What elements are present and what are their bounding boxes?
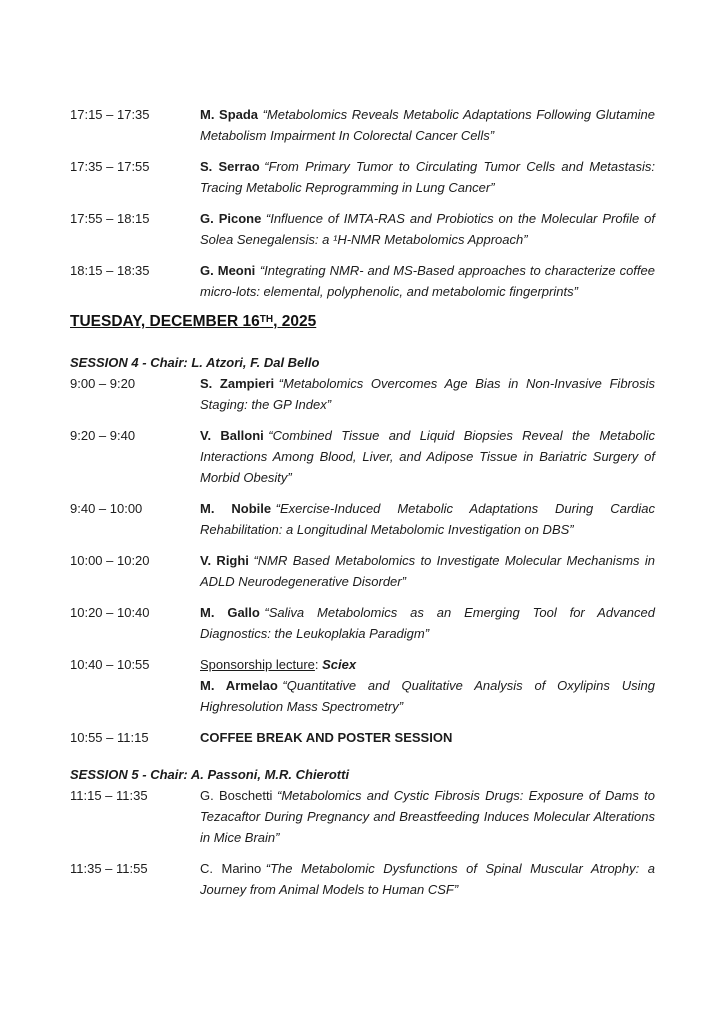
- talk-entry: [200, 373, 655, 415]
- talk-title: “Saliva Metabolomics as an Emerging Tool for Advanced Diagnostics: the Leukoplakia Paradigm”: [200, 605, 655, 641]
- talk-entry: [200, 208, 655, 250]
- talk-title: “Integrating NMR- and MS-Based approaches to characterize coffee micro-lots: elemental, polyphenolic, and metabolomic fingerprints”: [200, 263, 655, 299]
- schedule-row: [70, 208, 655, 250]
- talk-title: “Quantitative and Qualitative Analysis of Oxylipins Using Highresolution Mass Spectrometry”: [200, 678, 655, 714]
- sponsorship-separator: :: [314, 657, 323, 672]
- talk-title: “From Primary Tumor to Circulating Tumor Cells and Metastasis: Tracing Metabolic Reprogramming in Lung Cancer”: [200, 159, 655, 195]
- speaker-name: V. Balloni: [200, 428, 264, 443]
- talk-entry: [200, 260, 655, 302]
- time-slot: 17:55 – 18:15: [70, 211, 150, 226]
- speaker-name: V. Righi: [200, 553, 249, 568]
- talk-entry: [200, 785, 655, 848]
- talk-title: “The Metabolomic Dysfunctions of Spinal Muscular Atrophy: a Journey from Animal Models to Human CSF”: [200, 861, 655, 897]
- speaker-name: G. Picone: [200, 211, 262, 226]
- time-slot: 10:55 – 11:15: [70, 730, 149, 745]
- time-slot: 9:40 – 10:00: [70, 501, 143, 516]
- schedule-row: [70, 785, 655, 848]
- schedule-row: [70, 156, 655, 198]
- time-slot: 11:35 – 11:55: [70, 861, 148, 876]
- time-slot: 17:35 – 17:55: [70, 159, 150, 174]
- time-slot: 17:15 – 17:35: [70, 107, 150, 122]
- monday-late-session: [70, 104, 655, 302]
- day-heading-main: TUESDAY, DECEMBER 16: [70, 313, 260, 330]
- day-heading-year: , 2025: [273, 313, 317, 330]
- time-slot: 18:15 – 18:35: [70, 263, 150, 278]
- speaker-name: M. Armelao: [200, 678, 278, 693]
- talk-title: “Metabolomics Reveals Metabolic Adaptations Following Glutamine Metabolism Impairment In Colorectal Cancer Cells”: [200, 107, 655, 143]
- sponsorship-label: Sponsorship lecture: [200, 657, 315, 672]
- talk-title: “Combined Tissue and Liquid Biopsies Reveal the Metabolic Interactions Among Blood, Liver, and Adipose Tissue in Bariatric Surgery of Morbid Obesity”: [200, 428, 655, 485]
- talk-title: “Exercise-Induced Metabolic Adaptations During Cardiac Rehabilitation: a Longitudinal Metabolomic Investigation on DBS”: [200, 501, 656, 537]
- talk-entry: [200, 425, 655, 488]
- schedule-row: [70, 260, 655, 302]
- time-slot: 10:00 – 10:20: [70, 553, 150, 568]
- talk-entry: [200, 498, 655, 540]
- talk-entry: [200, 602, 655, 644]
- time-slot: 9:00 – 9:20: [70, 376, 136, 391]
- speaker-name: G. Boschetti: [200, 788, 273, 803]
- schedule-row: [70, 602, 655, 644]
- session-4-header: SESSION 4 - Chair: L. Atzori, F. Dal Bello: [70, 355, 320, 370]
- coffee-break-label: COFFEE BREAK AND POSTER SESSION: [200, 730, 453, 745]
- talk-entry: [200, 104, 655, 146]
- speaker-name: M. Nobile: [200, 501, 272, 516]
- session-4: [70, 352, 655, 748]
- time-slot: 10:40 – 10:55: [70, 657, 150, 672]
- day-heading-ordinal: TH: [259, 313, 274, 325]
- day-heading: [70, 312, 655, 332]
- speaker-name: S. Serrao: [200, 159, 260, 174]
- schedule-row: [70, 425, 655, 488]
- talk-title: “Influence of IMTA-RAS and Probiotics on the Molecular Profile of Solea Senegalensis: a ¹H-NMR Metabolomics Approach”: [200, 211, 655, 247]
- talk-entry: [200, 858, 655, 900]
- schedule-row: [70, 104, 655, 146]
- talk-entry: [200, 550, 655, 592]
- session-5-header: SESSION 5 - Chair: A. Passoni, M.R. Chierotti: [70, 767, 350, 782]
- sponsorship-entry: [200, 654, 655, 717]
- sponsor-name: Sciex: [322, 657, 357, 672]
- schedule-row: [70, 498, 655, 540]
- speaker-name: C. Marino: [200, 861, 262, 876]
- talk-title: “Metabolomics Overcomes Age Bias in Non-Invasive Fibrosis Staging: the GP Index”: [200, 376, 655, 412]
- sponsorship-row: [70, 654, 655, 717]
- time-slot: 11:15 – 11:35: [70, 788, 148, 803]
- talk-entry: [200, 156, 655, 198]
- session-5: [70, 764, 655, 900]
- speaker-name: S. Zampieri: [200, 376, 275, 391]
- coffee-break-row: [70, 727, 655, 748]
- speaker-name: M. Gallo: [200, 605, 260, 620]
- schedule-row: [70, 373, 655, 415]
- speaker-name: G. Meoni: [200, 263, 256, 278]
- speaker-name: M. Spada: [200, 107, 259, 122]
- talk-title: “Metabolomics and Cystic Fibrosis Drugs: Exposure of Dams to Tezacaftor During Pregnancy and Breastfeeding Induces Molecular Alterations in Mice Brain”: [200, 788, 655, 845]
- schedule-row: [70, 858, 655, 900]
- talk-title: “NMR Based Metabolomics to Investigate Molecular Mechanisms in ADLD Neurodegenerative Disorder”: [200, 553, 655, 589]
- time-slot: 9:20 – 9:40: [70, 428, 136, 443]
- time-slot: 10:20 – 10:40: [70, 605, 150, 620]
- schedule-row: [70, 550, 655, 592]
